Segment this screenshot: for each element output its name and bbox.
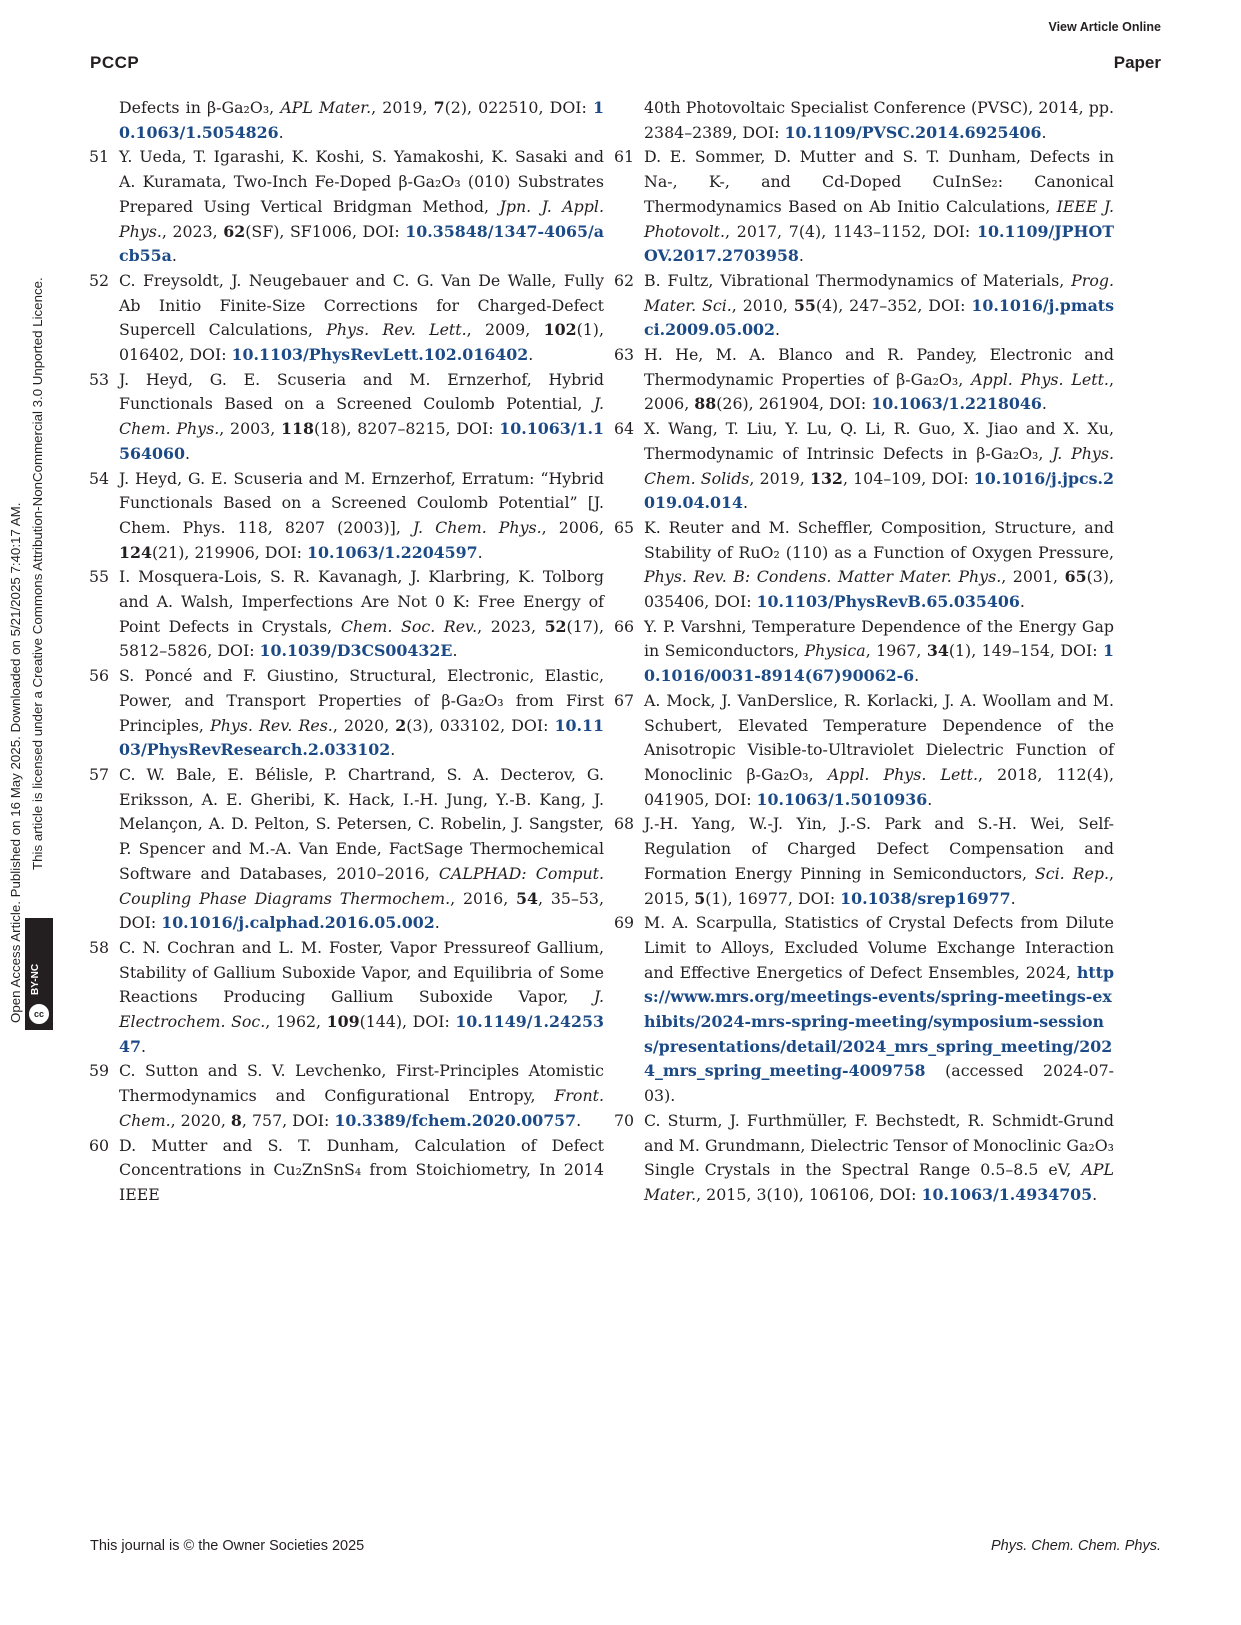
reference-citation-text: Y. Ueda, T. Igarashi, K. Koshi, S. Yamakoshi, K. Sasaki and A. Kuramata, Two-Inch Fe-Doped β-Ga₂O₃ (010) Substrates Prepared Using Vertical Bridgman Method, [119,147,604,216]
reference-year: , 2017, [725,221,789,241]
reference-citation-text: D. Mutter and S. T. Dunham, Calculation of Defect Concentrations in Cu₂ZnSnS₄ from Stoichiometry, In 2014 IEEE [119,1135,604,1204]
reference-end: . [927,789,933,809]
reference-entry [614,343,1114,417]
reference-journal: Front. Chem. [119,1086,604,1130]
reference-text [119,936,604,1060]
reference-citation-text: C. W. Bale, E. Bélisle, P. Chartrand, S. A. Decterov, G. Eriksson, A. E. Gheribi, K. Hack, I.-H. Jung, Y.-B. Kang, J. Melançon, A. D. Pelton, S. Petersen, C. Robelin, J. Sangster, P. Spencer and M.-A. Van Ende, FactSage Thermochemical Software and Databases, 2010–2016, [119,764,604,883]
reference-number: 64 [614,419,635,439]
reference-pages: , 757, DOI: [241,1110,335,1130]
reference-citation-text: C. Sutton and S. V. Levchenko, First-Principles Atomistic Thermodynamics and Configurational Entropy, [119,1061,604,1106]
reference-journal: Appl. Phys. Lett. [827,764,979,784]
reference-volume: 55 [793,295,816,315]
reference-pages: (26), 261904, DOI: [716,394,872,414]
reference-pages: (2), 022510, DOI: [444,98,593,117]
reference-text [119,1059,604,1133]
reference-text [119,368,604,467]
cc-badge-text: BY-NC [30,963,41,995]
reference-number: 51 [89,147,110,167]
reference-text [119,565,604,664]
reference-end: . [477,542,483,562]
reference-volume: 52 [544,616,567,636]
reference-citation-text: Y. P. Varshni, Temperature Dependence of the Energy Gap in Semiconductors, [644,616,1114,661]
reference-number: 62 [614,270,635,290]
reference-volume: 7 [433,98,445,117]
reference-volume: 102 [543,320,577,340]
reference-text [644,812,1114,911]
reference-number: 54 [89,468,110,488]
reference-entry [614,417,1114,516]
reference-entry [89,936,604,1060]
reference-year: , 2020, [332,715,396,735]
reference-end: . [390,740,396,760]
reference-end: . [742,493,748,513]
reference-journal: Physica [804,641,866,661]
reference-volume: 88 [694,394,717,414]
reference-text [644,689,1114,813]
reference-list-right-column [614,96,1114,1208]
reference-end: . [452,641,458,661]
reference-journal: CALPHAD: Comput. Coupling Phase Diagrams Thermochem. [119,863,604,908]
reference-journal: Phys. Rev. B: Condens. Matter Mater. Phys. [644,567,1002,587]
reference-citation-text: C. Sturm, J. Furthmüller, F. Bechstedt, R. Schmidt-Grund and M. Grundmann, Dielectric Tensor of Monoclinic Ga₂O₃ Single Crystals in the Spectral Range 0.5–8.5 eV, [644,1110,1114,1180]
reference-entry [89,1059,604,1133]
reference-pages: (21), 219906, DOI: [151,542,307,562]
reference-doi-link[interactable]: 10.1149/1.2425347 [119,1012,604,1056]
reference-entry [89,368,604,467]
reference-journal: Sci. Rep. [1034,863,1109,883]
reference-end: . [171,246,177,266]
reference-doi-link[interactable]: 10.1063/1.1564060 [119,419,604,463]
reference-text [644,417,1114,516]
reference-volume: 2 [395,715,407,735]
reference-citation-text: A. Mock, J. VanDerslice, R. Korlacki, J. A. Woollam and M. Schubert, Elevated Temperature Dependence of the Anisotropic Visible-to-Ultraviolet Dielectric Function of Monoclinic β-Ga₂O₃, [644,690,1114,784]
license-line: This article is licensed under a Creative Commons Attribution-NonCommercial 3.0 Unported Licence. [30,277,45,870]
reference-year: , 2019, [371,98,434,117]
reference-entry [614,911,1114,1109]
reference-doi-link[interactable]: 10.1063/1.2204597 [307,542,478,562]
reference-entry [89,1134,604,1208]
reference-text [119,269,604,368]
reference-pages: (3), 033102, DOI: [406,715,555,735]
reference-pages: (1), 149–154, DOI: [948,641,1103,661]
reference-number: 53 [89,369,110,389]
reference-volume: 54 [516,888,539,908]
reference-pages: (3), 035406, DOI: [644,567,1114,612]
reference-entry [614,812,1114,911]
reference-doi-link[interactable]: 10.1016/j.pmatsci.2009.05.002 [644,295,1114,340]
reference-entry [89,763,604,936]
reference-number: 70 [614,1110,635,1130]
reference-end: . [434,913,440,933]
reference-journal: Phys. Rev. Lett. [326,320,467,340]
reference-citation-text: S. Poncé and F. Giustino, Structural, Electronic, Elastic, Power, and Transport Properties of β-Ga₂O₃ from First Principles, [119,666,604,735]
reference-end: . [278,122,284,142]
reference-entry [614,1109,1114,1208]
reference-entry [614,145,1114,269]
reference-end: . [775,320,781,340]
reference-end: . [1010,888,1016,908]
reference-entry [89,565,604,664]
reference-citation-text: C. N. Cochran and L. M. Foster, Vapor Pressureof Gallium, Stability of Gallium Suboxide Vapor, and Equilibria of Some Reactions Producing Gallium Suboxide Vapor, [119,937,604,1007]
reference-pages: (17), 5812–5826, DOI: [119,616,604,661]
reference-end: . [576,1110,582,1130]
view-article-online-link[interactable]: View Article Online [1048,20,1161,34]
reference-number: 60 [89,1135,110,1155]
reference-number: 59 [89,1061,110,1081]
reference-text [644,343,1114,417]
reference-end: . [914,666,920,686]
reference-doi-link[interactable]: 10.1063/1.5010936 [756,789,928,809]
reference-entry [614,516,1114,615]
reference-citation-text: H. He, M. A. Blanco and R. Pandey, Electronic and Thermodynamic Properties of β-Ga₂O₃, [644,345,1114,389]
reference-journal: IEEE J. Photovolt. [644,196,1114,241]
reference-end: . [1019,592,1025,612]
reference-doi-link[interactable]: 10.1109/PVSC.2014.6925406 [784,122,1042,142]
reference-citation-text: X. Wang, T. Liu, Y. Lu, Q. Li, R. Guo, X. Jiao and X. Xu, Thermodynamic of Intrinsic Defects in β-Ga₂O₃, [644,419,1114,463]
reference-text [119,145,604,269]
reference-entry [614,269,1114,343]
reference-pages: (1), 16977, DOI: [705,888,841,908]
reference-doi-link[interactable]: 10.1063/1.4934705 [921,1184,1093,1204]
reference-year: , 2020, [170,1110,231,1130]
reference-pages: , 104–109, DOI: [842,468,974,488]
reference-citation-text: J. Heyd, G. E. Scuseria and M. Ernzerhof, Erratum: “Hybrid Functionals Based on a Screened Coulomb Potential” [J. Chem. Phys. 118, 8207 (2003)], [119,468,604,537]
reference-pages: (1), 016402, DOI: [119,320,604,365]
reference-citation-text: Defects in β-Ga₂O₃, [119,98,281,117]
cc-by-nc-license-badge[interactable] [25,918,53,1030]
reference-number: 66 [614,616,635,636]
reference-journal: APL Mater. [280,98,372,117]
reference-doi-link[interactable]: 10.1016/j.jpcs.2019.04.014 [644,468,1114,513]
reference-entry [614,689,1114,813]
reference-journal: J. Chem. Phys. [119,394,604,439]
reference-year: , 2006, [541,517,604,537]
reference-number: 52 [89,270,110,290]
reference-journal: J. Electrochem. Soc. [119,987,604,1032]
reference-number: 63 [614,345,635,365]
reference-year: , 2009, [466,320,544,340]
reference-year: , 2010, [731,295,794,315]
reference-number: 55 [89,567,110,587]
reference-year: , 1962, [265,1012,327,1032]
reference-entry [89,269,604,368]
reference-doi-link[interactable]: 10.1109/JPHOTOV.2017.2703958 [644,221,1114,266]
reference-doi-link[interactable]: https://www.mrs.org/meetings-events/spring-meetings-exhibits/2024-mrs-spring-meeting/symposium-sessions/presentations/detail/2024_mrs_spring_meeting/2024_mrs_spring_meeting-4009758 [644,962,1114,1081]
reference-text [644,516,1114,615]
reference-entry [89,467,604,566]
reference-volume: 132 [809,468,843,488]
reference-pages: (144), DOI: [359,1012,456,1032]
reference-end: . [1041,122,1047,142]
reference-entry [89,96,604,145]
reference-journal: Chem. Soc. Rev. [340,616,478,636]
reference-volume: 8 [230,1110,242,1130]
reference-number: 58 [89,937,110,957]
reference-citation-text: B. Fultz, Vibrational Thermodynamics of Materials, [644,270,1072,290]
reference-text [119,763,604,936]
journal-footer: Phys. Chem. Chem. Phys. [990,1538,1161,1554]
reference-number: 61 [614,147,635,167]
journal-name: PCCP [90,53,140,72]
reference-pages: (4), 247–352, DOI: [815,295,972,315]
reference-number: 68 [614,814,635,834]
reference-year: , 2016, [450,888,517,908]
section-label: Paper [1113,53,1161,72]
reference-doi-link[interactable]: 10.1103/PhysRevLett.102.016402 [231,345,529,365]
reference-pages: (18), 8207–8215, DOI: [314,419,500,439]
reference-year: , 2003, [219,419,282,439]
reference-journal: Phys. Rev. Res. [210,715,333,735]
reference-pages: 3(10), 106106, DOI: [756,1184,922,1204]
reference-text [119,96,604,145]
reference-text [644,615,1114,689]
reference-doi-link[interactable]: 10.1016/0031-8914(67)90062-6 [644,641,1114,686]
reference-text [644,269,1114,343]
reference-pages: (SF), SF1006, DOI: [245,221,406,241]
reference-citation-text: C. Freysoldt, J. Neugebauer and C. G. Van De Walle, Fully Ab Initio Finite-Size Corrections for Charged-Defect Supercell Calculations, [119,270,604,340]
reference-volume: 65 [1064,567,1087,587]
reference-end: (accessed 2024-07-03). [644,1061,1114,1106]
reference-year: , 2018, [978,764,1057,784]
reference-doi-link[interactable]: 10.1103/PhysRevResearch.2.033102 [119,715,604,760]
reference-end: . [528,345,534,365]
reference-year: , 2023, [161,221,224,241]
reference-citation-text: J.-H. Yang, W.-J. Yin, J.-S. Park and S.-H. Wei, Self-Regulation of Charged Defect Compensation and Formation Energy Pinning in Semiconductors, [644,814,1114,883]
copyright-footer: This journal is © the Owner Societies 2025 [90,1538,365,1554]
reference-year: , 2015, [696,1184,757,1204]
reference-journal: Jpn. J. Appl. Phys. [119,196,604,241]
reference-year: , 1967, [865,641,927,661]
reference-journal: Appl. Phys. Lett. [971,369,1109,389]
creative-commons-icon: cc [28,1003,50,1025]
reference-number: 65 [614,517,635,537]
reference-year: , 2019, [749,468,810,488]
reference-text [644,145,1114,269]
reference-citation-text: 40th Photovoltaic Specialist Conference (PVSC), 2014, pp. 2384–2389, DOI: [644,98,1114,142]
reference-end: . [1041,394,1047,414]
reference-end: . [140,1036,147,1056]
open-access-publication-line: Open Access Article. Published on 16 May 2025. Downloaded on 5/21/2025 7:40:17 AM. [8,502,23,1023]
reference-text [119,1134,604,1208]
reference-year: , 2023, [477,616,545,636]
reference-number: 56 [89,666,110,686]
reference-doi-link[interactable]: 10.35848/1347-4065/acb55a [119,221,604,266]
reference-doi-link[interactable]: 10.1063/1.5054826 [119,98,604,142]
reference-citation-text: K. Reuter and M. Scheffler, Composition, Structure, and Stability of RuO₂ (110) as a Function of Oxygen Pressure, [644,517,1114,562]
reference-end: . [1092,1184,1098,1204]
reference-end: . [798,246,804,266]
reference-list-left-column [89,96,604,1208]
reference-entry [89,664,604,763]
reference-text [644,96,1114,145]
reference-citation-text: J. Heyd, G. E. Scuseria and M. Ernzerhof, Hybrid Functionals Based on a Screened Coulomb Potential, [119,369,604,414]
reference-text [119,664,604,763]
reference-pages: , 35–53, DOI: [119,888,604,933]
reference-volume: 118 [281,419,315,439]
reference-end: . [184,443,190,463]
reference-journal: APL Mater. [644,1160,1114,1204]
reference-text [644,911,1114,1109]
reference-journal: Prog. Mater. Sci. [644,270,1114,315]
reference-volume: 109 [326,1012,360,1032]
reference-volume: 5 [694,888,706,908]
reference-citation-text: D. E. Sommer, D. Mutter and S. T. Dunham, Defects in Na-, K-, and Cd-Doped CuInSe₂: Canonical Thermodynamics Based on Ab Initio Calculations, [644,147,1114,216]
reference-doi-link[interactable]: 10.1039/D3CS00432E [259,641,453,661]
reference-journal: J. Chem. Phys. [412,517,542,537]
reference-text [644,1109,1114,1208]
reference-entry [614,615,1114,689]
reference-doi-link[interactable]: 10.1016/j.calphad.2016.05.002 [161,913,435,933]
reference-volume: 62 [223,221,246,241]
reference-entry [89,145,604,269]
reference-pages: 7(4), 1143–1152, DOI: [788,221,977,241]
reference-citation-text: I. Mosquera-Lois, S. R. Kavanagh, J. Klarbring, K. Tolborg and A. Walsh, Imperfections Are Not 0 K: Free Energy of Point Defects in Crystals, [119,567,604,636]
reference-doi-link[interactable]: 10.1063/1.2218046 [871,394,1042,414]
reference-volume: 34 [926,641,949,661]
reference-doi-link[interactable]: 10.1038/srep16977 [840,888,1011,908]
reference-pages: 112(4), 041905, DOI: [644,764,1114,809]
open-access-notice [8,195,62,1025]
reference-doi-link[interactable]: 10.1103/PhysRevB.65.035406 [756,592,1020,612]
reference-citation-text: M. A. Scarpulla, Statistics of Crystal Defects from Dilute Limit to Alloys, Excluded Volume Exchange Interaction and Effective Energetics of Defect Ensembles, 2024, [644,913,1114,982]
reference-year: , 2006, [644,369,1114,414]
reference-journal: J. Phys. Chem. Solids [644,443,1114,488]
reference-volume: 124 [119,542,152,562]
reference-text [119,467,604,566]
reference-number: 69 [614,913,635,933]
reference-entry [614,96,1114,145]
reference-year: , 2001, [1001,567,1065,587]
reference-number: 57 [89,764,110,784]
reference-year: , 2015, [644,863,1114,908]
reference-number: 67 [614,690,635,710]
reference-doi-link[interactable]: 10.3389/fchem.2020.00757 [334,1110,577,1130]
